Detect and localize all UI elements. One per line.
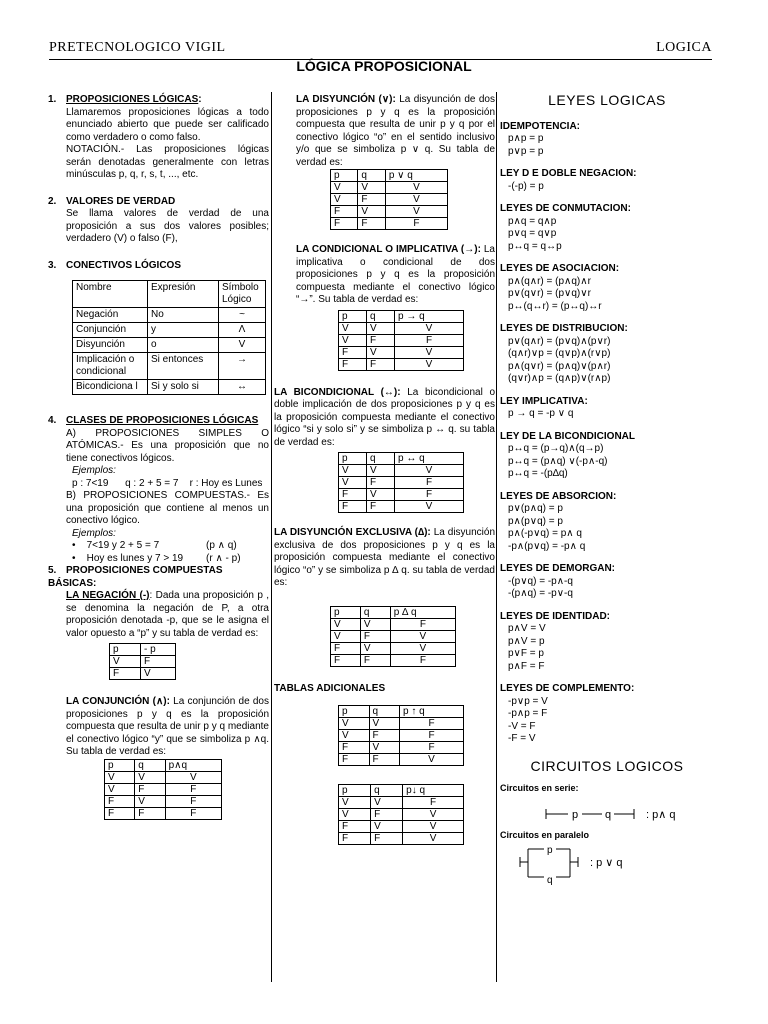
table-row: V V F bbox=[339, 797, 464, 809]
law-heading: IDEMPOTENCIA: bbox=[500, 120, 580, 132]
table-row: F F F bbox=[331, 218, 448, 230]
law-formula: p∧(q∧r) = (p∧q)∧r bbox=[508, 275, 591, 287]
conditional-text: LA CONDICIONAL O IMPLICATIVA (→): La implicativa o condicional de dos proposiciones p y q es la proposición compuesta mediante el conectivo lógico “→”. Su tabla de verdad es: bbox=[296, 244, 495, 305]
section-2-text: Se llama valores de verdad de una proposición a sus dos valores posibles; verdadero (V) o falso (F), bbox=[66, 208, 269, 244]
law-formula: p↔(q↔r) = (p↔q)↔r bbox=[508, 300, 602, 312]
table-row: F V V bbox=[331, 206, 448, 218]
series-expression: : p∧ q bbox=[646, 808, 676, 821]
table-row: V V V bbox=[339, 322, 464, 334]
examples-label-2: Ejemplos: bbox=[72, 527, 116, 539]
table-row: F F F bbox=[105, 807, 222, 819]
table-row: p q p ∆ q bbox=[331, 606, 456, 618]
table-row: V V V bbox=[105, 771, 222, 783]
table-row: V F F bbox=[339, 334, 464, 346]
table-row: V V F bbox=[331, 618, 456, 630]
law-formula: -p∧(p∨q) = -p∧ q bbox=[508, 540, 586, 552]
exclusive-disjunction-text: LA DISYUNCIÓN EXCLUSIVA (∆): La disyunción exclusiva de dos proposiciones p y q es la proposición compuesta mediante el conectivo lógico “o” y se simboliza p ∆ q. su tabla de verdad es: bbox=[274, 527, 496, 588]
negation-truth-table bbox=[109, 643, 176, 680]
law-formula: p∨p = p bbox=[508, 145, 544, 157]
table-row: p q p ↔ q bbox=[339, 453, 464, 465]
compound-propositions: B) PROPOSICIONES COMPUESTAS.- Es una proposición que contiene al menos un conectivo lógico. bbox=[66, 490, 269, 526]
series-label: Circuitos en serie: bbox=[500, 783, 579, 793]
law-formula: p∧(-p∨q) = p∧ q bbox=[508, 528, 582, 539]
section-5-heading: 5. PROPOSICIONES COMPUESTAS BÁSICAS: bbox=[48, 565, 223, 589]
series-switch-p: p bbox=[572, 808, 579, 821]
law-heading: LEYES DE ABSORCION: bbox=[500, 490, 617, 502]
law-formula: -V = F bbox=[508, 720, 536, 732]
table-row: F V F bbox=[339, 742, 464, 754]
law-formula: p∧q = q∧p bbox=[508, 215, 557, 227]
law-heading: LEYES DE ASOCIACION: bbox=[500, 263, 620, 274]
negation-text: LA NEGACIÓN (-): Dada una proposición p , se denomina la negación de P, a otra proposición denotada -p, que se le asigna el valor opuesto a “p” y su tabla de verdad es: bbox=[66, 590, 269, 639]
law-formula: p↔q = (p→q)∧(q→p) bbox=[508, 443, 604, 454]
law-formula: p∧V = V bbox=[508, 623, 546, 634]
table-row: V F bbox=[110, 656, 176, 668]
table-row: p q p ∨ q bbox=[331, 170, 448, 182]
table-row: F V V bbox=[331, 642, 456, 654]
law-formula: -p∨p = V bbox=[508, 695, 548, 707]
table-row: Implicación o condicional Si entonces → bbox=[73, 353, 266, 380]
conjunction-truth-table bbox=[104, 759, 222, 820]
law-formula: (q∨r)∧p = (q∧p)∨(r∧p) bbox=[508, 373, 611, 384]
series-circuit-diagram bbox=[500, 795, 720, 829]
additional-tables-heading: TABLAS ADICIONALES bbox=[274, 682, 386, 694]
table-row: V V V bbox=[339, 465, 464, 477]
table-row: Conjunción y Λ bbox=[73, 323, 266, 338]
section-2-heading: 2. VALORES DE VERDAD bbox=[48, 195, 176, 207]
table-row: Disyunción o V bbox=[73, 338, 266, 353]
table-row: V F V bbox=[331, 630, 456, 642]
parallel-label: Circuitos en paralelo bbox=[500, 829, 590, 840]
table-row: F F V bbox=[339, 754, 464, 766]
circuits-heading: CIRCUITOS LOGICOS bbox=[530, 757, 684, 774]
section-1-text: Llamaremos proposiciones lógicas a todo enunciado abierto que puede ser calificado como verdadero o como falso. bbox=[66, 106, 269, 143]
table-row: F V F bbox=[105, 795, 222, 807]
law-heading: LEY DE LA BICONDICIONAL bbox=[500, 430, 636, 442]
law-formula: -(-p) = p bbox=[508, 180, 544, 192]
table-row: Nombre Expresión Símbolo Lógico bbox=[73, 281, 266, 308]
section-3-heading: 3. CONECTIVOS LÓGICOS bbox=[48, 259, 182, 271]
header-school: PRETECNOLOGICO VIGIL bbox=[49, 40, 226, 55]
law-formula: p → q = -p ∨ q bbox=[508, 408, 574, 419]
parallel-expression: : p ∨ q bbox=[590, 857, 623, 869]
law-formula: -F = V bbox=[508, 733, 536, 744]
law-formula: -p∧p = F bbox=[508, 708, 548, 719]
column-divider-2 bbox=[496, 92, 497, 982]
law-formula: p∨q = q∨p bbox=[508, 228, 557, 239]
law-heading: LEYES DE DISTRIBUCION: bbox=[500, 323, 628, 334]
table-row: F F V bbox=[339, 833, 464, 845]
table-row: V V F bbox=[339, 718, 464, 730]
column-right bbox=[500, 94, 722, 889]
table-row: V F V bbox=[339, 809, 464, 821]
compound-example-2: • Hoy es lunes y 7 > 19 (r ∧ - p) bbox=[72, 552, 241, 564]
law-formula: p↔q = -(p∆q) bbox=[508, 468, 568, 479]
law-heading: LEYES DE CONMUTACION: bbox=[500, 203, 631, 214]
nor-truth-table bbox=[338, 784, 464, 845]
examples-label: Ejemplos: bbox=[72, 465, 116, 476]
disjunction-truth-table bbox=[330, 169, 448, 230]
law-heading: LEY D E DOBLE NEGACION: bbox=[500, 168, 637, 179]
section-4-heading: 4. CLASES DE PROPOSICIONES LÓGICAS bbox=[48, 415, 259, 426]
compound-example-1: • 7<19 y 2 + 5 = 7 (p ∧ q) bbox=[72, 540, 237, 551]
nand-truth-table bbox=[338, 705, 464, 766]
column-divider-1 bbox=[271, 92, 272, 982]
connectives-table bbox=[72, 280, 266, 395]
section-1-heading: 1. PROPOSICIONES LÓGICAS: bbox=[48, 94, 202, 105]
law-heading: LEY IMPLICATIVA: bbox=[500, 395, 588, 407]
column-left bbox=[48, 94, 269, 820]
biconditional-text: LA BICONDICIONAL (↔): La bicondicional o doble implicación de dos proposiciones p y q es la proposición compuesta mediante el conectivo lógico “si y solo si” y se simboliza p ↔ q. su tabla de verdad es: bbox=[274, 386, 495, 448]
table-row: V F F bbox=[339, 730, 464, 742]
law-formula: p∨(q∧r) = (p∨q)∧(p∨r) bbox=[508, 335, 611, 347]
simple-propositions: A) PROPOSICIONES SIMPLES O ATÓMICAS.- Es una proposición que no tiene conectivos lógicos. bbox=[66, 427, 269, 464]
law-formula: p∧p = p bbox=[508, 133, 544, 144]
laws-heading: LEYES LOGICAS bbox=[548, 92, 666, 108]
law-formula: p∨(p∧q) = p bbox=[508, 503, 563, 514]
table-row: p - p bbox=[110, 644, 176, 656]
table-row: p q p ↑ q bbox=[339, 706, 464, 718]
table-row: V F F bbox=[105, 783, 222, 795]
law-heading: LEYES DE DEMORGAN: bbox=[500, 563, 616, 574]
table-row: V F F bbox=[339, 477, 464, 489]
table-row: F V V bbox=[339, 821, 464, 833]
law-formula: -(p∨q) = -p∧-q bbox=[508, 575, 573, 587]
laws-list bbox=[500, 121, 722, 746]
law-formula: p∧(q∨r) = (p∧q)∨(p∧r) bbox=[508, 360, 611, 372]
exclusive-truth-table bbox=[330, 606, 456, 667]
table-row: p q p → q bbox=[339, 310, 464, 322]
law-formula: p∧V = p bbox=[508, 635, 545, 647]
law-formula: p↔q = q↔p bbox=[508, 240, 562, 252]
law-formula: p↔q = (p∧q) ∨(-p∧-q) bbox=[508, 455, 608, 467]
law-heading: LEYES DE IDENTIDAD: bbox=[500, 610, 611, 622]
law-formula: -(p∧q) = -p∨-q bbox=[508, 588, 573, 599]
parallel-switch-p: p bbox=[547, 845, 553, 856]
table-row: F V bbox=[110, 668, 176, 680]
table-row: F F V bbox=[339, 501, 464, 513]
parallel-circuit-diagram bbox=[500, 841, 720, 889]
simple-examples: p : 7<19 q : 2 + 5 = 7 r : Hoy es Lunes bbox=[72, 477, 263, 489]
table-row: Negación No ~ bbox=[73, 308, 266, 323]
law-formula: p∧F = F bbox=[508, 660, 545, 672]
page-title: LÓGICA PROPOSICIONAL bbox=[296, 58, 472, 74]
law-formula: (q∧r)∨p = (q∨p)∧(r∨p) bbox=[508, 348, 611, 359]
conjunction-text: LA CONJUNCIÓN (∧): La conjunción de dos proposiciones p y q es la proposición compuesta que resulta de unir p y q mediante el conectivo lógico “y” que se simboliza p ∧q. Su tabla de verdad es: bbox=[66, 696, 269, 757]
table-row: F F F bbox=[331, 654, 456, 666]
table-row: p q p↓ q bbox=[339, 785, 464, 797]
column-middle bbox=[274, 94, 495, 845]
law-formula: p∨(q∨r) = (p∨q)∨r bbox=[508, 288, 591, 299]
parallel-switch-q: q bbox=[547, 875, 553, 886]
biconditional-truth-table bbox=[338, 452, 464, 513]
table-row: F V F bbox=[339, 489, 464, 501]
conditional-truth-table bbox=[338, 310, 464, 371]
series-switch-q: q bbox=[605, 808, 612, 821]
table-row: p q p∧q bbox=[105, 759, 222, 771]
table-row: Bicondiciona l Si y solo si ↔ bbox=[73, 380, 266, 395]
table-row: F V V bbox=[339, 346, 464, 358]
table-row: F F V bbox=[339, 358, 464, 370]
section-1-notation: NOTACIÓN.- Las proposiciones lógicas serán denotadas generalmente con letras minúsculas p, q, r, s, t, ..., etc. bbox=[66, 144, 269, 180]
law-formula: p∧(p∨q) = p bbox=[508, 515, 563, 527]
law-heading: LEYES DE COMPLEMENTO: bbox=[500, 683, 635, 694]
header-subject: LOGICA bbox=[656, 40, 712, 55]
law-formula: p∨F = p bbox=[508, 648, 544, 659]
table-row: V V V bbox=[331, 182, 448, 194]
disjunction-text: LA DISYUNCIÓN (∨): La disyunción de dos proposiciones p y q es la proposición compuesta que resulta de unir p y q por el conectivo lógico “o” en el sentido inclusivo y/o que se simboliza p ∨ q. Su tabla de verdad es: bbox=[296, 94, 495, 168]
table-row: V F V bbox=[331, 194, 448, 206]
